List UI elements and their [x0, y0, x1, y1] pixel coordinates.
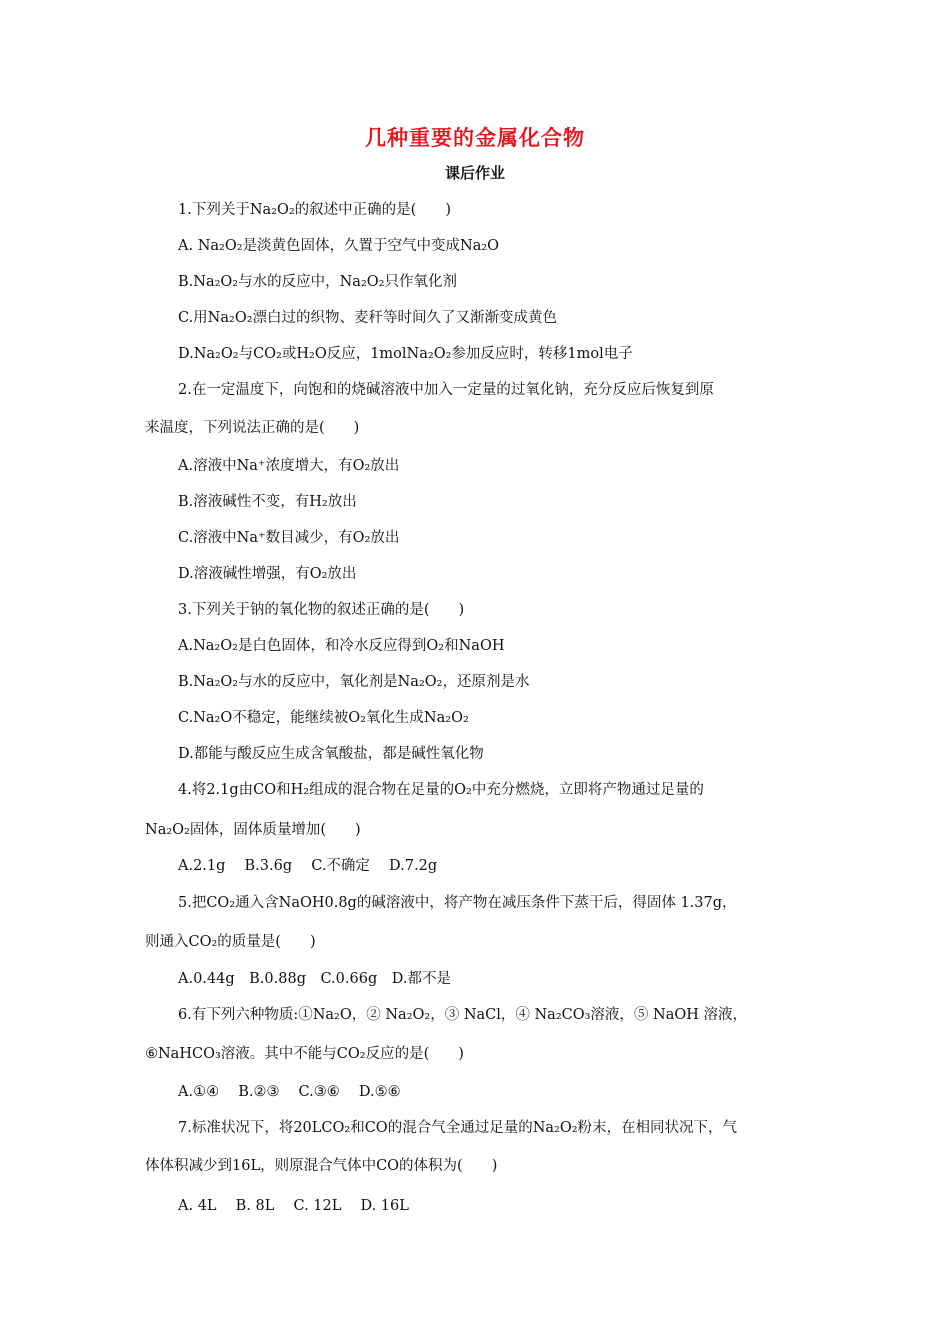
question-1-option-b: B.Na₂O₂与水的反应中，Na₂O₂只作氧化剂 — [178, 274, 457, 290]
question-2-option-a: A.溶液中Na⁺浓度增大，有O₂放出 — [178, 458, 400, 474]
question-6-stem-cont: ⑥NaHCO₃溶液。其中不能与CO₂反应的是( ) — [145, 1046, 464, 1062]
question-3-stem: 3.下列关于钠的氧化物的叙述正确的是( ) — [178, 602, 465, 618]
question-3-option-a: A.Na₂O₂是白色固体，和冷水反应得到O₂和NaOH — [178, 638, 505, 654]
question-6-stem: 6.有下列六种物质:①Na₂O，② Na₂O₂，③ NaCl，④ Na₂CO₃溶液，⑤ NaOH 溶液， — [178, 1007, 748, 1023]
question-1-option-a: A. Na₂O₂是淡黄色固体，久置于空气中变成Na₂O — [178, 238, 500, 254]
question-6-options: A.①④ B.②③ C.③⑥ D.⑤⑥ — [178, 1084, 401, 1100]
question-2-option-b: B.溶液碱性不变，有H₂放出 — [178, 494, 357, 510]
question-3-option-d: D.都能与酸反应生成含氧酸盐，都是碱性氧化物 — [178, 746, 484, 762]
question-7-options: A. 4L B. 8L C. 12L D. 16L — [178, 1198, 409, 1214]
question-7-stem-cont: 体体积减少到16L，则原混合气体中CO的体积为( ) — [145, 1158, 498, 1174]
question-4-stem: 4.将2.1g由CO和H₂组成的混合物在足量的O₂中充分燃烧，立即将产物通过足量的 — [178, 782, 704, 798]
question-5-options: A.0.44g B.0.88g C.0.66g D.都不是 — [178, 971, 451, 987]
question-2-stem: 2.在一定温度下，向饱和的烧碱溶液中加入一定量的过氧化钠，充分反应后恢复到原 — [178, 382, 714, 398]
question-7-stem: 7.标准状况下，将20LCO₂和CO的混合气全通过足量的Na₂O₂粉末，在相同状况下，气 — [178, 1120, 738, 1136]
question-2-stem-cont: 来温度，下列说法正确的是( ) — [145, 420, 360, 436]
question-3-option-c: C.Na₂O不稳定，能继续被O₂氧化生成Na₂O₂ — [178, 710, 469, 726]
question-5-stem-cont: 则通入CO₂的质量是( ) — [145, 934, 316, 950]
question-2-option-d: D.溶液碱性增强，有O₂放出 — [178, 566, 357, 582]
question-1-stem: 1.下列关于Na₂O₂的叙述中正确的是( ) — [178, 202, 451, 218]
question-3-option-b: B.Na₂O₂与水的反应中，氧化剂是Na₂O₂，还原剂是水 — [178, 674, 530, 690]
page-subtitle: 课后作业 — [444, 164, 505, 182]
question-4-options: A.2.1g B.3.6g C.不确定 D.7.2g — [178, 858, 438, 874]
question-5-stem: 5.把CO₂通入含NaOH0.8g的碱溶液中，将产物在减压条件下蒸干后，得固体 1.37g， — [178, 895, 737, 911]
question-2-option-c: C.溶液中Na⁺数目减少，有O₂放出 — [178, 530, 400, 546]
question-1-option-c: C.用Na₂O₂漂白过的织物、麦秆等时间久了又渐渐变成黄色 — [178, 310, 558, 326]
question-1-option-d: D.Na₂O₂与CO₂或H₂O反应，1molNa₂O₂参加反应时，转移1mol电子 — [178, 346, 633, 362]
question-4-stem-cont: Na₂O₂固体，固体质量增加( ) — [145, 822, 361, 838]
page-title: 几种重要的金属化合物 — [365, 125, 585, 150]
